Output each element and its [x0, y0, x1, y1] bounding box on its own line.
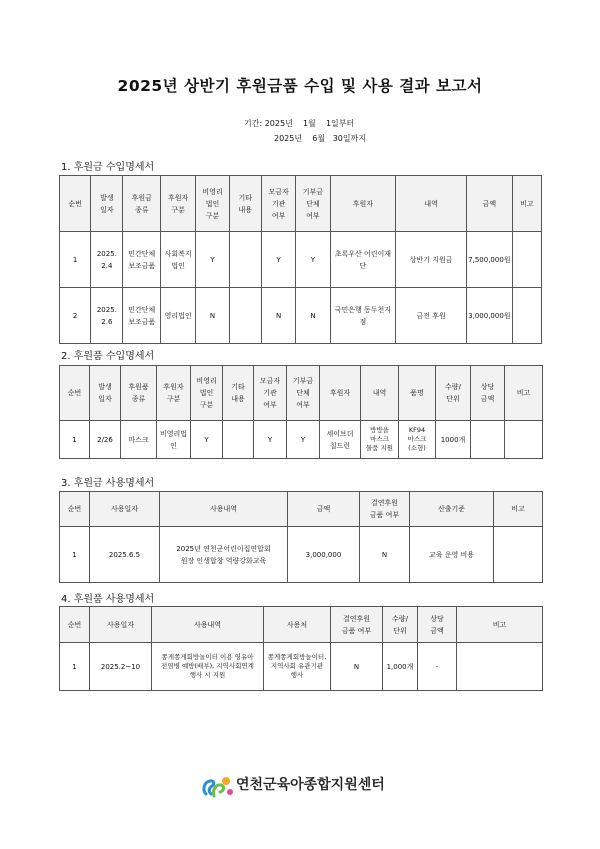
column-header: 기타 내용: [229, 176, 261, 232]
column-header: 기부금 단체 여부: [296, 176, 330, 232]
table-cell: [505, 421, 543, 459]
table-cell: N: [261, 288, 295, 344]
table-cell: 2/26: [90, 421, 121, 459]
table-cell: 2025. 2.6: [91, 288, 123, 344]
column-header: 순번: [60, 607, 90, 643]
goods-income-table: [59, 365, 543, 459]
column-header: 후원금 종류: [123, 176, 160, 232]
column-header: 비영리 법인 구분: [191, 366, 223, 421]
column-header: 금액: [288, 492, 360, 527]
table-cell: N: [331, 643, 383, 691]
table-cell: [512, 288, 541, 344]
table-cell: [471, 421, 505, 459]
column-header: 사용일자: [90, 607, 152, 643]
table-cell: 교육 운영 비용: [410, 527, 494, 583]
period-to: 2025년 6월 30일까지: [274, 134, 367, 143]
column-header: 결연후원 금품 여부: [360, 492, 410, 527]
column-header: 비고: [505, 366, 543, 421]
section-3-title: 3. 후원금 사용명세서: [61, 478, 155, 489]
table-row: [60, 421, 543, 459]
table-cell: Y: [196, 232, 229, 288]
column-header: 사용내역: [152, 607, 264, 643]
table-cell: 3,000,000: [288, 527, 360, 583]
column-header: 사용일자: [90, 492, 160, 527]
table-cell: 7,500,000원: [466, 232, 512, 288]
table-body: [60, 527, 543, 583]
table-cell: 비영리법인: [157, 421, 191, 459]
table-body: [60, 232, 542, 344]
column-header: 내역: [361, 366, 399, 421]
column-header: 품명: [399, 366, 436, 421]
table-cell: 1000개: [436, 421, 471, 459]
table-cell: 민간단체 보조금품: [123, 288, 160, 344]
table-cell: 사회복지 법인: [160, 232, 195, 288]
table-cell: [494, 527, 543, 583]
table-cell: 2025.2~10: [90, 643, 152, 691]
page-title: 2025년 상반기 후원금품 수입 및 사용 결과 보고서: [117, 77, 483, 95]
table-cell: KF94 마스크 (소형): [399, 421, 436, 459]
table-cell: 2025. 2.4: [91, 232, 123, 288]
table-cell: 3,000,000원: [466, 288, 512, 344]
column-header: 후원자 구분: [160, 176, 195, 232]
table-cell: 1,000개: [383, 643, 418, 691]
period-block: [244, 116, 366, 146]
column-header: 상당 금액: [418, 607, 457, 643]
column-header: 모금자 기관 여부: [254, 366, 287, 421]
column-header: 내역: [396, 176, 467, 232]
table-cell: N: [196, 288, 229, 344]
column-header: 후원품 종류: [121, 366, 157, 421]
table-cell: 쫑게쫑게회방놀이터 이용 영유아 전염병 예방(배부), 지역사회연계 행사 시 지원: [152, 643, 264, 691]
column-header: 기부금 단체 여부: [287, 366, 320, 421]
table-cell: 초록우산 어린이재단: [330, 232, 396, 288]
table-cell: 2: [60, 288, 91, 344]
column-header: 비영리 법인 구분: [196, 176, 229, 232]
table-cell: 마스크: [121, 421, 157, 459]
column-header: 후원자 구분: [157, 366, 191, 421]
column-header: 순번: [60, 492, 90, 527]
column-header: 수량/ 단위: [436, 366, 471, 421]
goods-usage-table: [59, 606, 543, 691]
table-cell: N: [296, 288, 330, 344]
table-cell: 국민은행 동두천지점: [330, 288, 396, 344]
period-label: 기간:: [244, 119, 263, 128]
org-logo-icon: [200, 772, 236, 802]
column-header: 기타 내용: [223, 366, 254, 421]
column-header: 발생 일자: [90, 366, 121, 421]
table-cell: 2025.6.5: [90, 527, 160, 583]
table-cell: 금전 후원: [396, 288, 467, 344]
column-header: 후원자: [320, 366, 361, 421]
period-from-row: [244, 116, 366, 131]
table-cell: [512, 232, 541, 288]
period-from: 2025년 1월 1일부터: [264, 119, 355, 128]
column-header: 순번: [60, 176, 91, 232]
footer-logo: [200, 772, 410, 802]
table-cell: 영리법인: [160, 288, 195, 344]
column-header: 후원자: [330, 176, 396, 232]
column-header: 금액: [466, 176, 512, 232]
org-name: 연천군육아종합지원센터: [236, 777, 385, 793]
table-cell: 1: [60, 421, 90, 459]
table-row: [60, 527, 543, 583]
column-header: 수량/ 단위: [383, 607, 418, 643]
column-header: 비고: [512, 176, 541, 232]
table-row: [60, 288, 542, 344]
column-header: 사용처: [264, 607, 331, 643]
table-cell: 방방을 마스크 물품 지원: [361, 421, 399, 459]
table-cell: 1: [60, 232, 91, 288]
donation-income-table: [59, 175, 542, 344]
table-header-row: [60, 492, 543, 527]
table-cell: Y: [191, 421, 223, 459]
table-cell: [229, 288, 261, 344]
table-cell: 세이브더 칠드런: [320, 421, 361, 459]
table-cell: 쫑게쫑게회방놀이터, 지역사회 유관기관 행사: [264, 643, 331, 691]
table-header-row: [60, 176, 542, 232]
column-header: 상당 금액: [471, 366, 505, 421]
table-body: [60, 643, 543, 691]
table-cell: Y: [254, 421, 287, 459]
section-4-title: 4. 후원품 사용명세서: [61, 594, 155, 605]
period-to-row: [244, 131, 366, 146]
table-cell: [223, 421, 254, 459]
column-header: 순번: [60, 366, 90, 421]
table-cell: 2025년 연천군어린이집연합회 원장 인생합창 역량강화교육: [160, 527, 288, 583]
section-1-title: 1. 후원금 수입명세서: [61, 162, 155, 173]
donation-usage-table: [59, 491, 543, 583]
table-row: [60, 643, 543, 691]
table-cell: Y: [296, 232, 330, 288]
column-header: 산출기준: [410, 492, 494, 527]
column-header: 비고: [457, 607, 543, 643]
column-header: 사용내역: [160, 492, 288, 527]
column-header: 비고: [494, 492, 543, 527]
table-header-row: [60, 366, 543, 421]
table-cell: 1: [60, 643, 90, 691]
table-header-row: [60, 607, 543, 643]
table-body: [60, 421, 543, 459]
table-cell: [229, 232, 261, 288]
table-cell: 민간단체 보조금품: [123, 232, 160, 288]
table-cell: Y: [261, 232, 295, 288]
table-cell: N: [360, 527, 410, 583]
table-row: [60, 232, 542, 288]
table-cell: 1: [60, 527, 90, 583]
column-header: 결연후원 금품 여부: [331, 607, 383, 643]
table-cell: Y: [287, 421, 320, 459]
column-header: 모금자 기관 여부: [261, 176, 295, 232]
table-cell: 상반기 지원금: [396, 232, 467, 288]
table-cell: -: [418, 643, 457, 691]
section-2-title: 2. 후원품 수입명세서: [61, 351, 155, 362]
table-cell: [457, 643, 543, 691]
column-header: 발생 일자: [91, 176, 123, 232]
